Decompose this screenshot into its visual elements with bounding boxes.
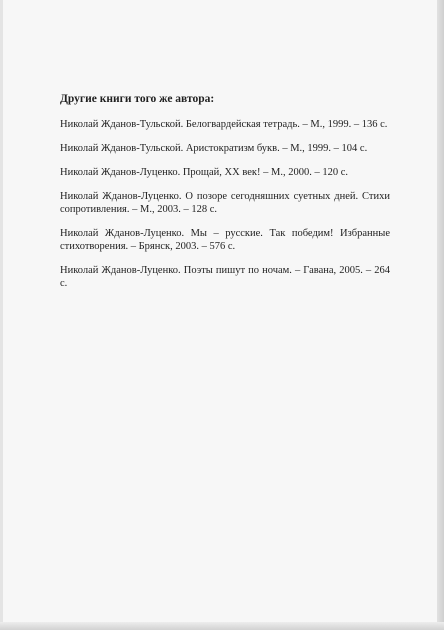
book-entry: Николай Жданов-Тульской. Белогвардейская тетрадь. – М., 1999. – 136 с.: [60, 119, 388, 130]
other-books-heading: Другие книги того же автора:: [60, 93, 215, 105]
book-entry: Николай Жданов-Луценко. Прощай, XX век! – М., 2000. – 120 с.: [60, 167, 348, 178]
book-entry: Николай Жданов-Луценко. О позоре сегодняшних суетных дней. Стихи сопротивления. – М., 2003. – 128 с.: [60, 191, 390, 215]
book-entry: Николай Жданов-Луценко. Поэты пишут по ночам. – Гавана, 2005. – 264 с.: [60, 265, 390, 289]
other-books-section: [60, 92, 390, 301]
book-entry: Николай Жданов-Тульской. Аристократизм букв. – М., 1999. – 104 с.: [60, 143, 368, 154]
page-bottom-edge: [0, 622, 444, 630]
page-right-edge: [437, 0, 444, 630]
book-entry: Николай Жданов-Луценко. Мы – русские. Так победим! Избранные стихотворения. – Брянск, 2003. – 576 с.: [60, 228, 390, 252]
page-left-edge: [0, 0, 3, 630]
